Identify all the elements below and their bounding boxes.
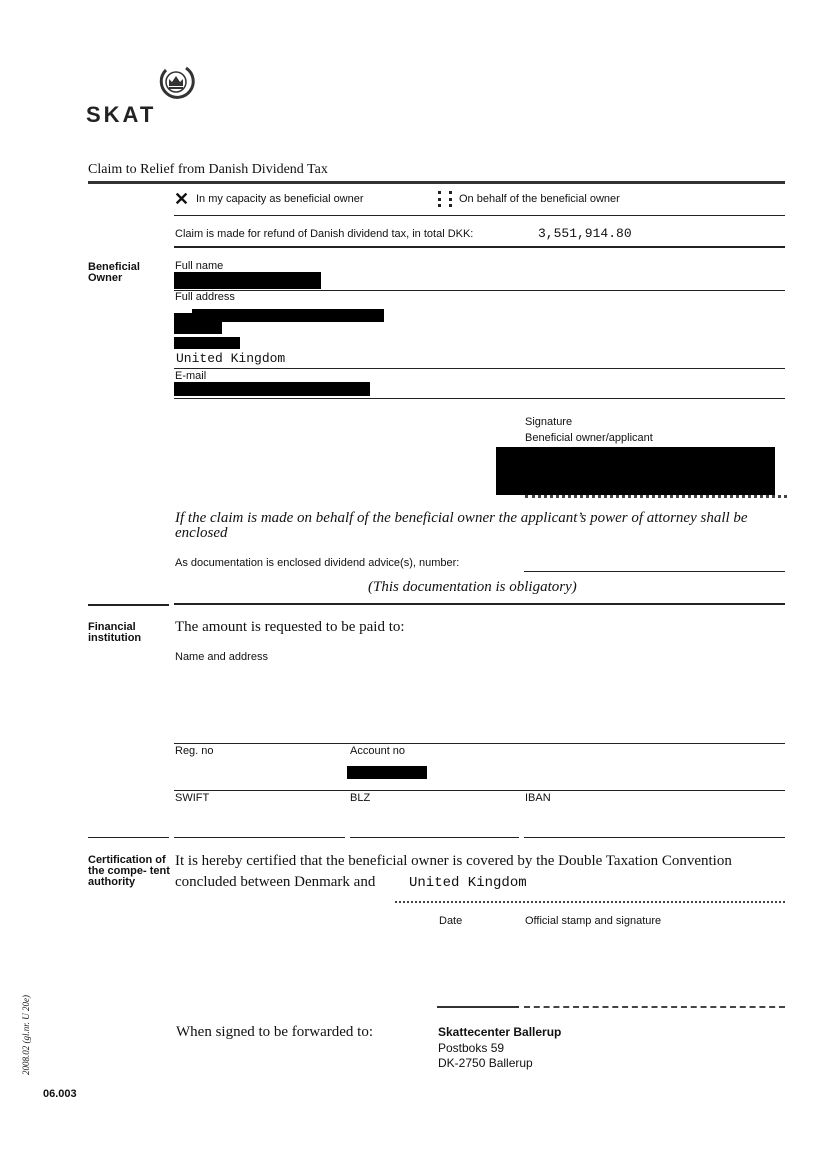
- account-no-redaction: [347, 766, 427, 779]
- certification-dotted-line: [395, 901, 785, 903]
- address-rule: [174, 368, 785, 369]
- title-rule: [88, 181, 785, 184]
- obligatory-note: (This documentation is obligatory): [368, 579, 577, 595]
- section-rule-left: [88, 604, 169, 606]
- certification-country: United Kingdom: [409, 875, 527, 891]
- email-label: E-mail: [175, 370, 207, 382]
- email-redaction: [174, 382, 370, 396]
- blz-field-rule[interactable]: [350, 837, 519, 838]
- signature-dotted-line: [525, 495, 787, 498]
- signature-label: Signature: [525, 416, 573, 428]
- documentation-number-field[interactable]: [524, 571, 785, 572]
- account-no-label: Account no: [350, 745, 406, 757]
- signature-sublabel: Beneficial owner/applicant: [525, 432, 653, 444]
- iban-label: IBAN: [525, 792, 551, 804]
- swift-field-rule[interactable]: [174, 837, 345, 838]
- reg-no-label: Reg. no: [175, 745, 214, 757]
- logo-text: SKAT: [86, 102, 157, 127]
- full-address-label: Full address: [175, 291, 235, 303]
- financial-institution-section-label: Financial institution: [88, 621, 142, 644]
- bank-rule-1: [88, 837, 169, 838]
- account-rule: [174, 790, 785, 791]
- crown-emblem-icon: [156, 62, 198, 104]
- certification-section-label: Certification of the compe- tent authority: [88, 854, 170, 888]
- capacity-checkbox[interactable]: ✕: [174, 189, 190, 209]
- options-rule: [174, 215, 785, 216]
- forwarding-label: When signed to be forwarded to:: [176, 1024, 374, 1040]
- forwarding-address1: Postboks 59: [438, 1041, 505, 1055]
- signature-redaction: [496, 447, 775, 495]
- power-of-attorney-note: If the claim is made on behalf of the beneficial owner the applicant’s power of attorney shall be enclosed: [175, 510, 748, 541]
- full-name-redaction: [174, 272, 321, 289]
- full-name-rule: [174, 290, 785, 291]
- date-label: Date: [439, 915, 463, 927]
- forwarding-address2: DK-2750 Ballerup: [438, 1056, 533, 1070]
- address-redaction-4: [174, 337, 240, 349]
- date-field-line[interactable]: [437, 1006, 519, 1008]
- address-country: United Kingdom: [176, 351, 286, 366]
- form-title: Claim to Relief from Danish Dividend Tax: [88, 162, 328, 177]
- blz-label: BLZ: [350, 792, 371, 804]
- certification-text-line1: It is hereby certified that the beneficial owner is covered by the Double Taxation Convention: [175, 853, 732, 869]
- behalf-checkbox[interactable]: [438, 191, 452, 207]
- behalf-option-label: On behalf of the beneficial owner: [459, 193, 620, 205]
- side-print: 2008.02 (gl.nr. U 20e): [21, 995, 31, 1075]
- section-rule-right: [174, 603, 785, 605]
- certification-text-line2: concluded between Denmark and: [175, 874, 376, 890]
- claim-amount-field[interactable]: 3,551,914.80: [538, 226, 632, 241]
- swift-label: SWIFT: [175, 792, 210, 804]
- claim-label: Claim is made for refund of Danish dividend tax, in total DKK:: [175, 228, 474, 240]
- documentation-label: As documentation is enclosed dividend advice(s), number:: [175, 557, 460, 569]
- iban-field-rule[interactable]: [524, 837, 785, 838]
- skat-logo: [86, 62, 196, 127]
- stamp-field-line[interactable]: [524, 1006, 785, 1008]
- address-redaction-3: [174, 321, 222, 334]
- full-name-label: Full name: [175, 260, 224, 272]
- forwarding-name: Skattecenter Ballerup: [438, 1025, 562, 1039]
- name-address-label: Name and address: [175, 651, 268, 663]
- beneficial-owner-section-label: Beneficial Owner: [88, 261, 140, 284]
- amount-paid-to-text: The amount is requested to be paid to:: [175, 619, 405, 635]
- claim-rule: [174, 246, 785, 248]
- form-code: 06.003: [43, 1088, 77, 1100]
- email-rule: [174, 398, 785, 399]
- capacity-option-label: In my capacity as beneficial owner: [196, 193, 364, 205]
- stamp-label: Official stamp and signature: [525, 915, 662, 927]
- name-address-rule: [174, 743, 785, 744]
